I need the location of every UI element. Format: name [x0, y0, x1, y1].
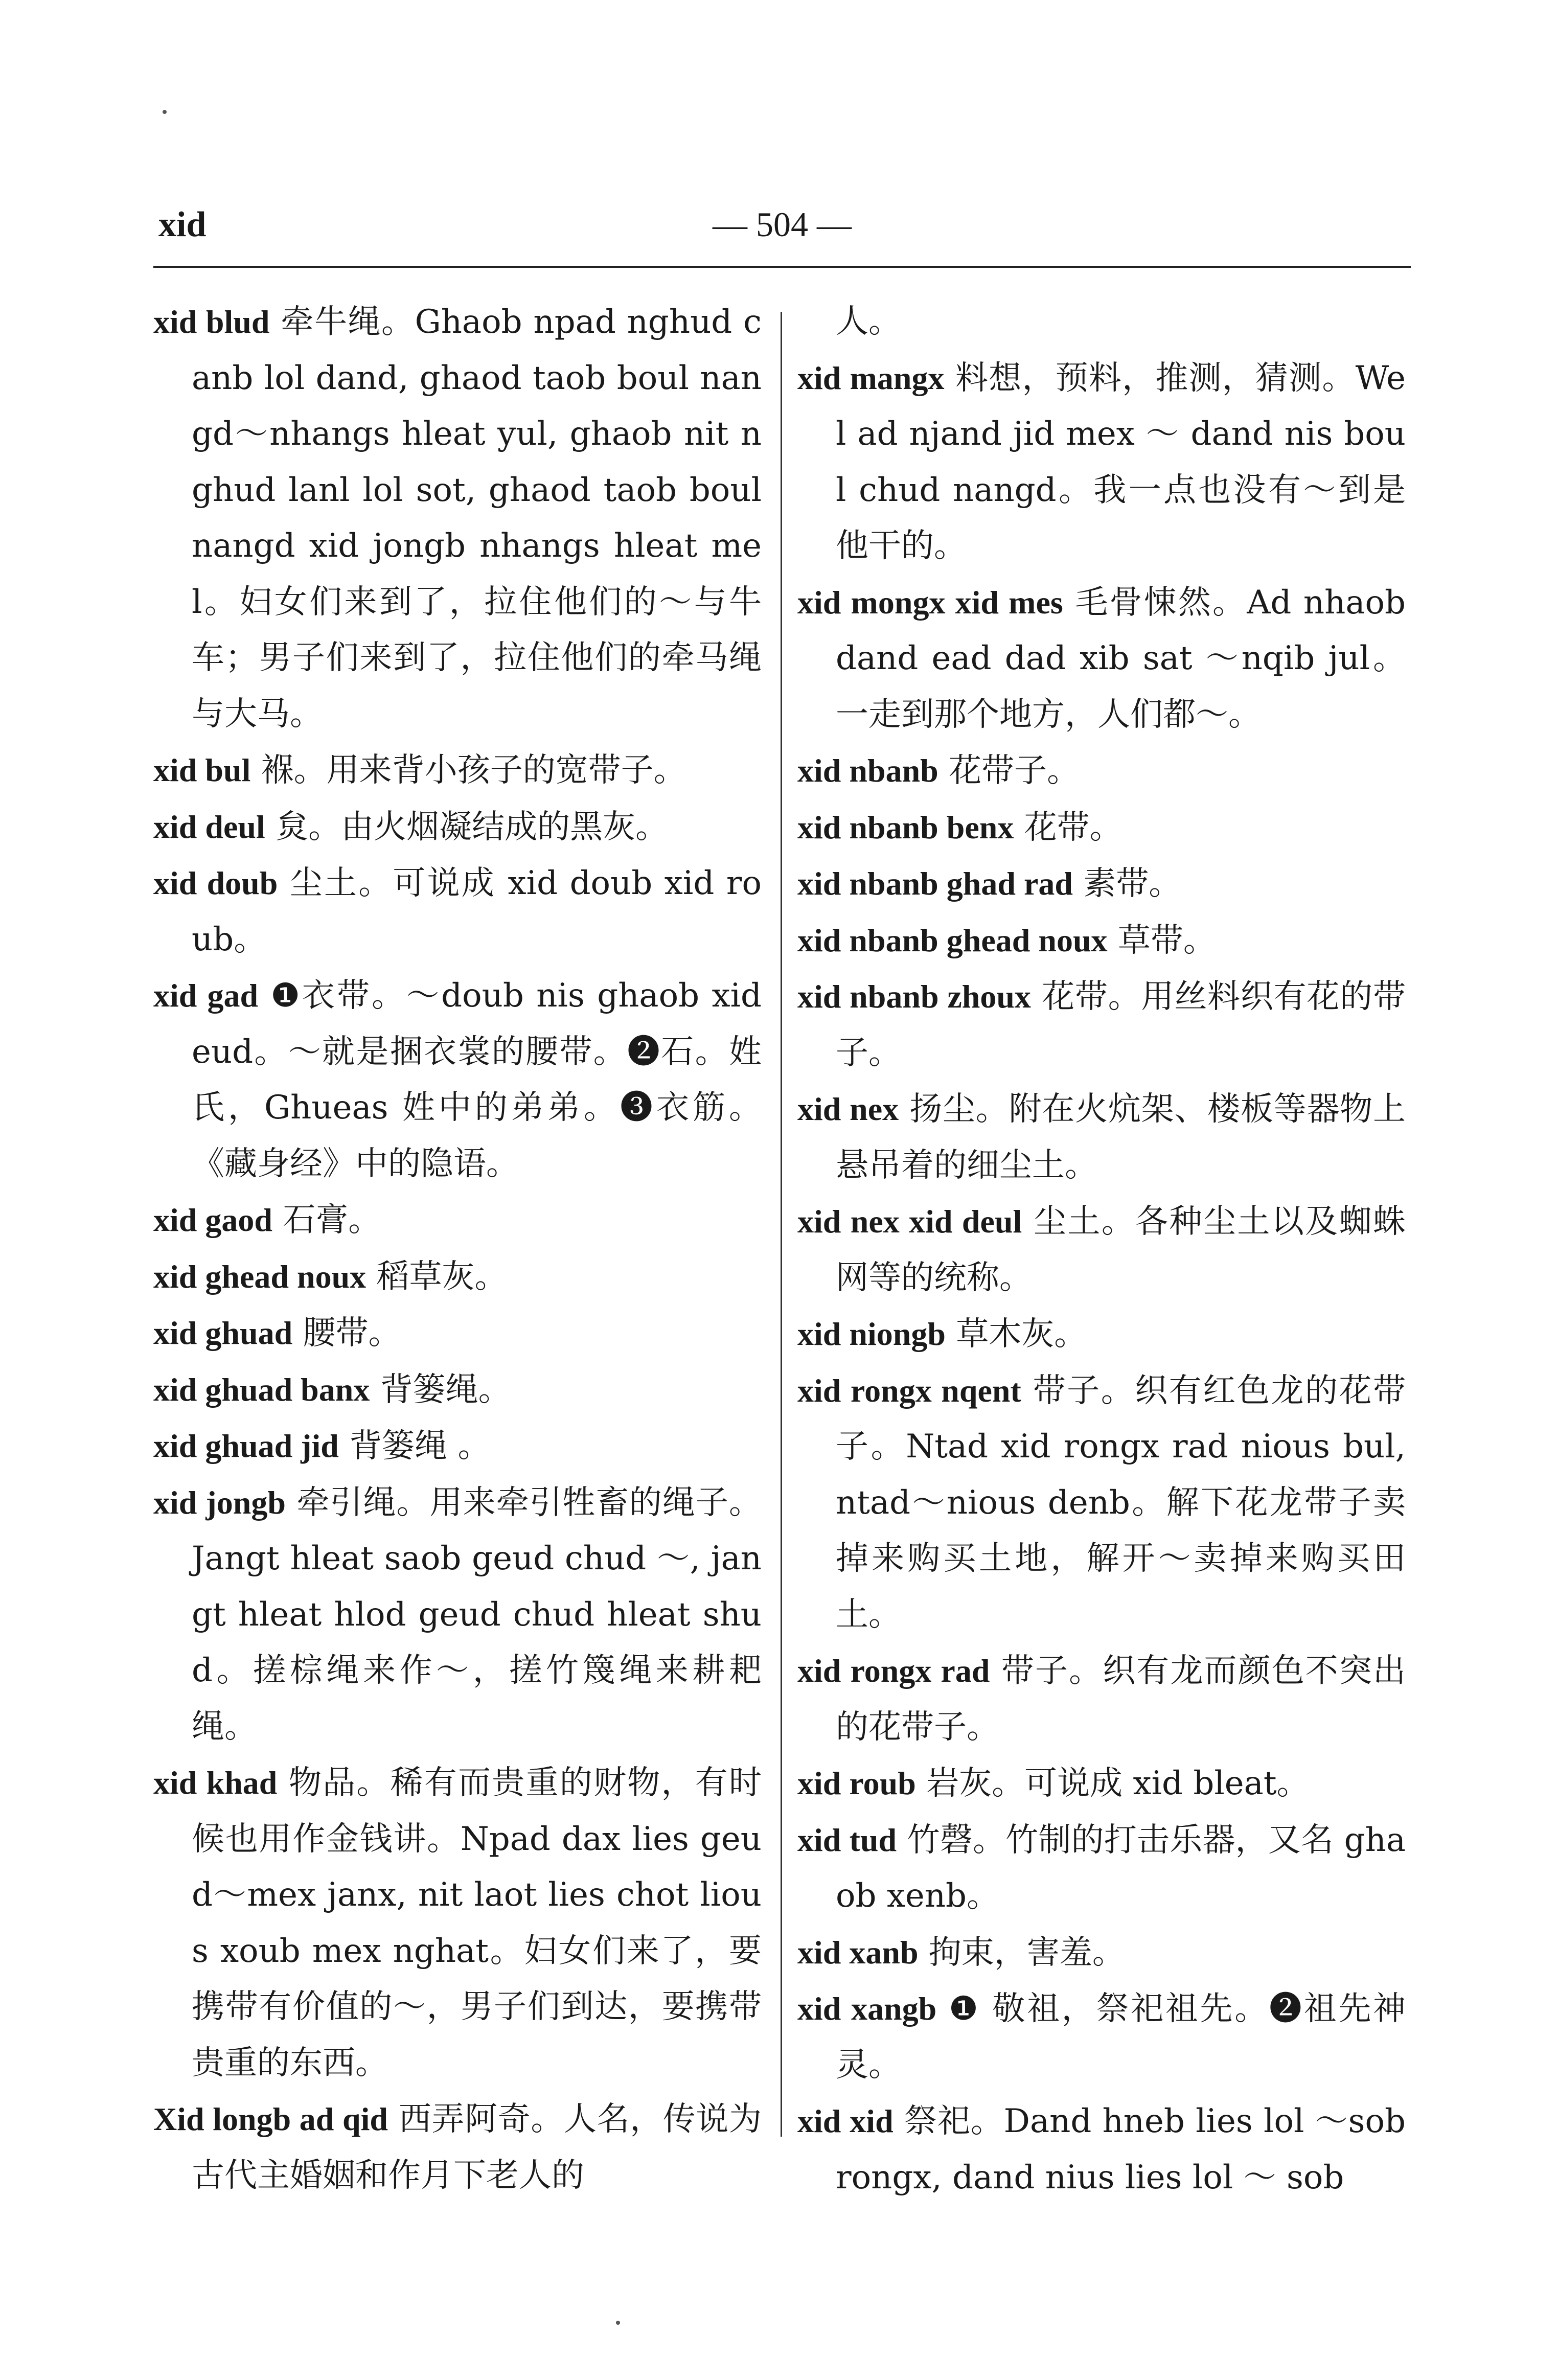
definition: 毛骨悚然。Ad nhaob dand ead dad xib sat ～nqib jul。一走到那个地方，人们都～。: [836, 583, 1406, 734]
headword: xid blud: [153, 304, 270, 340]
dictionary-entry: [153, 1418, 762, 1475]
dictionary-entry: [797, 743, 1406, 799]
dictionary-entry: [797, 969, 1406, 1081]
definition: 竹磬。竹制的打击乐器，又名 ghaob xenb。: [836, 1821, 1406, 1915]
definition: 稻草灰。: [366, 1257, 508, 1296]
dictionary-entry: [153, 2091, 762, 2204]
definition: 拘束，害羞。: [918, 1933, 1125, 1972]
dictionary-entry: [153, 799, 762, 856]
dictionary-entry: [153, 1305, 762, 1362]
headword: xid nbanb ghad rad: [797, 865, 1073, 902]
dictionary-entry: [797, 912, 1406, 969]
definition: 花带。: [1014, 808, 1122, 846]
header-rule: [153, 266, 1411, 268]
left-column: [153, 294, 762, 2204]
dictionary-entry: [797, 1363, 1406, 1643]
headword: xid tud: [797, 1821, 897, 1858]
dictionary-entry: [797, 2093, 1406, 2206]
headword: xid nbanb: [797, 752, 938, 789]
definition: 背篓绳。: [370, 1370, 511, 1409]
headword: xid roub: [797, 1765, 916, 1801]
definition: 素带。: [1072, 865, 1182, 903]
definition: 祭祀。Dand hneb lies lol ～sob rongx, dand nius lies lol ～ sob: [836, 2102, 1406, 2196]
definition: 料想，预料，推测，猜测。Wel ad njand jid mex ～ dand nis boul chud nangd。我一点也没有～到是他干的。: [836, 359, 1406, 565]
headword: xid xangb: [797, 1990, 937, 2027]
headword: xid ghuad jid: [153, 1428, 339, 1464]
headword: xid gaod: [153, 1202, 272, 1238]
headword: xid xanb: [797, 1934, 919, 1971]
headword: xid niongb: [797, 1316, 946, 1352]
headword: Xid longb ad qid: [153, 2101, 388, 2137]
headword: xid ghead noux: [153, 1258, 366, 1295]
dictionary-entry: [153, 1362, 762, 1418]
headword: xid rongx nqent: [797, 1372, 1021, 1409]
dictionary-entry: [153, 1249, 762, 1306]
headword: xid doub: [153, 865, 278, 901]
dictionary-entry: [797, 1981, 1406, 2093]
dictionary-entry: [797, 1306, 1406, 1363]
dictionary-entry: [153, 1755, 762, 2091]
headword: xid mangx: [797, 359, 945, 396]
scan-speck: [163, 110, 167, 114]
dictionary-entry: [153, 742, 762, 799]
definition: 花带。用丝料织有花的带子。: [836, 978, 1406, 1072]
definition: 尘土。各种尘土以及蜘蛛网等的统称。: [836, 1203, 1406, 1297]
dictionary-entry: [797, 1925, 1406, 1981]
running-head: xid: [158, 205, 207, 244]
scan-speck: [616, 2321, 620, 2325]
page-number: — 504 —: [713, 205, 852, 244]
definition: 石膏。: [272, 1201, 381, 1239]
dictionary-entry: [797, 1755, 1406, 1812]
definition: 牵引绳。用来牵引牲畜的绳子。Jangt hleat saob geud chud ～, jangt hleat hlod geud chud hleat shud。搓棕绳来作～，搓竹篾绳来耕耙绳。: [192, 1483, 762, 1746]
headword: xid bul: [153, 752, 251, 788]
dictionary-entry: [797, 1081, 1406, 1194]
definition: 西弄阿奇。人名，传说为古代主婚姻和作月下老人的: [192, 2100, 762, 2194]
dictionary-entry: [153, 294, 762, 742]
dictionary-entry: [797, 350, 1406, 575]
headword: xid mongx xid mes: [797, 584, 1063, 621]
dictionary-entry: [153, 1475, 762, 1755]
right-column: [797, 294, 1406, 2206]
headword: xid gad: [153, 977, 259, 1014]
continued-text: 人。: [836, 303, 901, 340]
definition: 腰带。: [292, 1314, 401, 1352]
dictionary-entry: [797, 1643, 1406, 1755]
definition: 背篓绳 。: [338, 1427, 491, 1465]
page-header: [153, 202, 1411, 258]
definition: 褓。用来背小孩子的宽带子。: [250, 751, 686, 789]
headword: xid jongb: [153, 1484, 286, 1521]
definition: 花带子。: [938, 752, 1080, 790]
definition: 扬尘。附在火炕架、楼板等器物上悬吊着的细尘土。: [836, 1090, 1406, 1184]
headword: xid nex xid deul: [797, 1203, 1022, 1240]
dictionary-entry: [153, 855, 762, 968]
dictionary-entry: [797, 856, 1406, 912]
headword: xid deul: [153, 808, 265, 845]
column-divider: [781, 312, 782, 2137]
headword: xid nbanb zhoux: [797, 978, 1031, 1015]
definition: 物品。稀有而贵重的财物，有时候也用作金钱讲。Npad dax lies geud～mex janx, nit laot lies chot lious xoub mex nghat。妇女们来了，要携带有价值的～，男子们到达，要携带贵重的东西。: [192, 1764, 762, 2082]
definition: 草带。: [1107, 921, 1216, 959]
definition: 尘土。可说成 xid doub xid roub。: [192, 864, 762, 958]
headword: xid nbanb benx: [797, 809, 1014, 845]
dictionary-entry: [153, 1192, 762, 1249]
headword: xid rongx rad: [797, 1653, 990, 1689]
definition: 带子。织有红色龙的花带子。Ntad xid rongx rad nious bul, ntad～nious denb。解下花龙带子卖掉来购买土地，解开～卖掉来购买田土。: [836, 1371, 1406, 1634]
definition: 炱。由火烟凝结成的黑灰。: [265, 808, 669, 846]
definition: 带子。织有龙而颜色不突出的花带子。: [836, 1652, 1406, 1746]
headword: xid xid: [797, 2103, 893, 2139]
headword: xid khad: [153, 1765, 278, 1801]
definition: 岩灰。可说成 xid bleat。: [915, 1765, 1310, 1802]
headword: xid ghuad banx: [153, 1371, 370, 1408]
headword: xid nbanb ghead noux: [797, 922, 1108, 958]
definition: 牵牛绳。Ghaob npad nghud canb lol dand, ghaod taob boul nangd～nhangs hleat yul, ghaob nit nghud lanl lol sot, ghaod taob boul nangd xid jongb nhangs hleat mel。妇女们来到了，拉住他们的～与牛车；男子们来到了，拉住他们的牵马绳与大马。: [192, 303, 762, 733]
definition: 草木灰。: [945, 1315, 1087, 1353]
definition: ❶衣带。～doub nis ghaob xid eud。～就是捆衣裳的腰带。❷石。姓氏，Ghueas 姓中的弟弟。❸衣筋。《藏身经》中的隐语。: [192, 977, 762, 1183]
headword: xid nex: [797, 1091, 899, 1127]
headword: xid ghuad: [153, 1315, 293, 1351]
dictionary-entry: [797, 575, 1406, 743]
dictionary-entry: [797, 1194, 1406, 1306]
dictionary-entry: [797, 799, 1406, 856]
dictionary-entry: [797, 1812, 1406, 1925]
definition: ❶ 敬祖，祭祀祖先。❷祖先神灵。: [836, 1990, 1406, 2084]
dictionary-entry: [153, 968, 762, 1192]
